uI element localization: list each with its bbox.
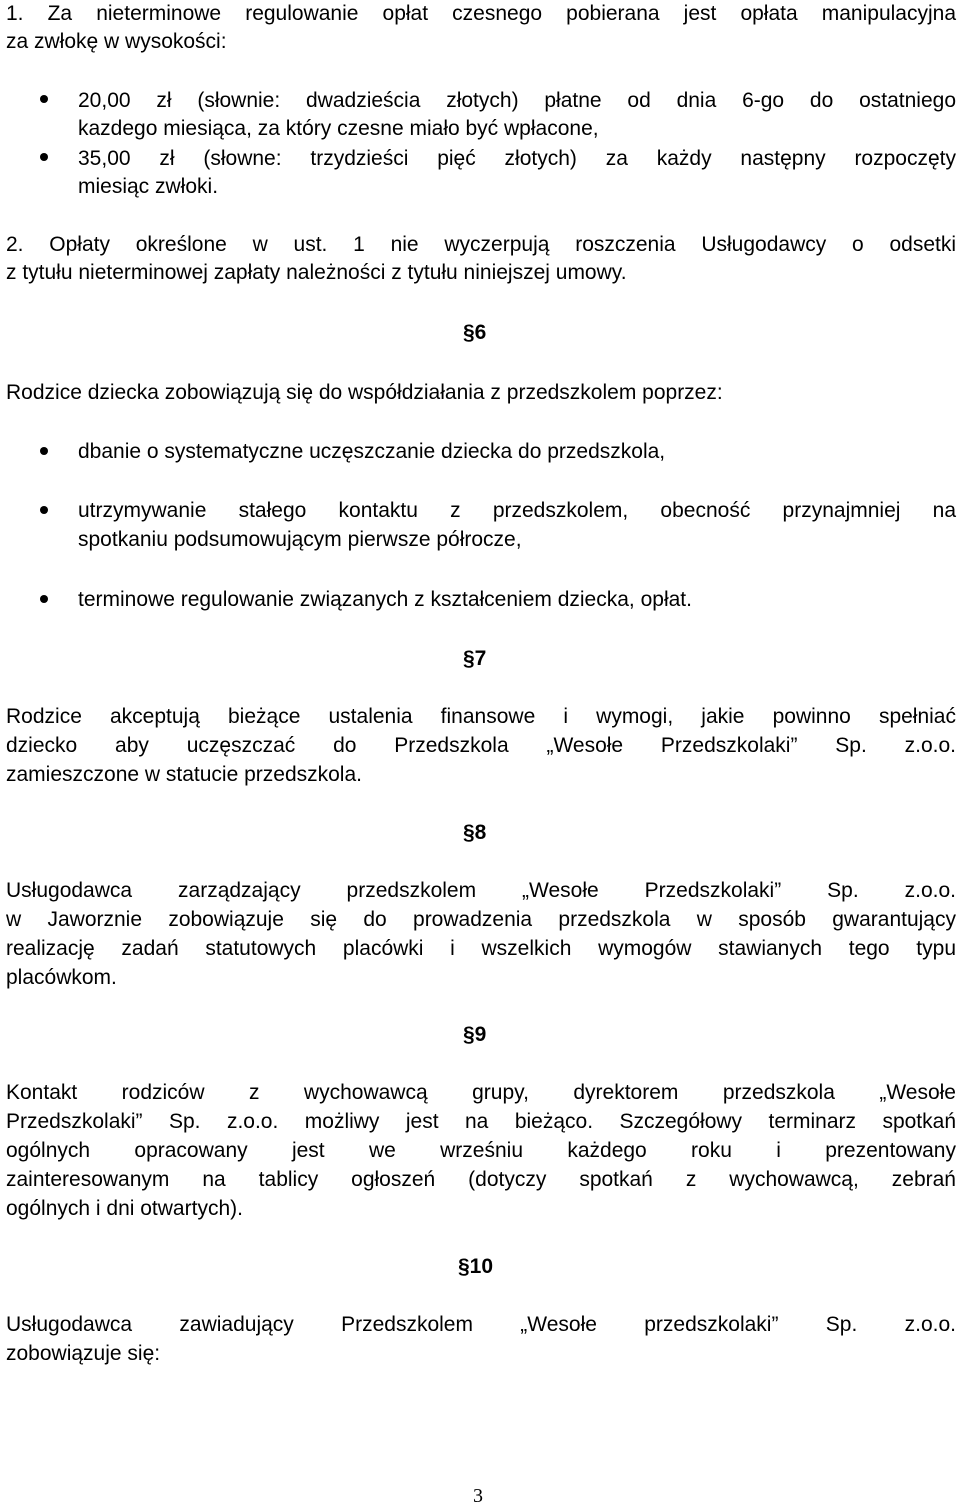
bullet-icon bbox=[40, 506, 48, 514]
duty-bullet-line: spotkaniu podsumowującym pierwsze półrocze, bbox=[78, 528, 522, 551]
section-paragraph-line: Usługodawca zawiadujący Przedszkolem „Wesołe przedszkolaki” Sp. z.o.o. bbox=[6, 1313, 956, 1336]
section-paragraph-line: Rodzice akceptują bieżące ustalenia finansowe i wymogi, jakie powinno spełniać bbox=[6, 705, 956, 728]
fee-bullet-line: kazdego miesiąca, za który czesne miało być wpłacone, bbox=[78, 117, 599, 140]
section-paragraph-line: Kontakt rodziców z wychowawcą grupy, dyrektorem przedszkola „Wesołe bbox=[6, 1081, 956, 1104]
item1-intro-line: za zwłokę w wysokości: bbox=[6, 30, 227, 53]
item2-line: 2. Opłaty określone w ust. 1 nie wyczerpują roszczenia Usługodawcy o odsetki bbox=[6, 233, 956, 256]
section-paragraph-line: realizację zadań statutowych placówki i wszelkich wymogów stawianych tego typu bbox=[6, 937, 956, 960]
duty-bullet-line: terminowe regulowanie związanych z kształceniem dziecka, opłat. bbox=[78, 588, 692, 611]
bullet-icon bbox=[40, 153, 48, 161]
section-heading: §7 bbox=[463, 647, 487, 670]
fee-bullet-line: miesiąc zwłoki. bbox=[78, 175, 219, 198]
section-heading: §10 bbox=[458, 1255, 494, 1278]
bullet-icon bbox=[40, 595, 48, 603]
duty-bullet-line: dbanie o systematyczne uczęszczanie dziecka do przedszkola, bbox=[78, 440, 666, 463]
section-paragraph-line: dziecko aby uczęszczać do Przedszkola „Wesołe Przedszkolaki” Sp. z.o.o. bbox=[6, 734, 956, 757]
fee-bullet-line: 35,00 zł (słowne: trzydzieści pięć złotych) za każdy następny rozpoczęty bbox=[78, 147, 956, 170]
section-paragraph-line: zobowiązuje się: bbox=[6, 1342, 161, 1365]
section-heading: §9 bbox=[463, 1023, 487, 1046]
section-paragraph-line: Rodzice dziecka zobowiązują się do współdziałania z przedszkolem poprzez: bbox=[6, 381, 723, 404]
item2-line: z tytułu nieterminowej zapłaty należności z tytułu niniejszej umowy. bbox=[6, 261, 627, 284]
section-paragraph-line: zainteresowanym na tablicy ogłoszeń (dotyczy spotkań z wychowawcą, zebrań bbox=[6, 1168, 956, 1191]
page-number: 3 bbox=[473, 1485, 483, 1507]
section-paragraph-line: w Jaworznie zobowiązuje się do prowadzenia przedszkola w sposób gwarantujący bbox=[6, 908, 956, 931]
section-paragraph-line: zamieszczone w statucie przedszkola. bbox=[6, 763, 362, 786]
section-paragraph-line: ogólnych i dni otwartych). bbox=[6, 1197, 243, 1220]
section-heading: §6 bbox=[463, 321, 487, 344]
section-paragraph-line: Przedszkolaki” Sp. z.o.o. możliwy jest na bieżąco. Szczegółowy terminarz spotkań bbox=[6, 1110, 956, 1133]
item1-intro-line: 1. Za nieterminowe regulowanie opłat czesnego pobierana jest opłata manipulacyjna bbox=[6, 2, 956, 25]
section-paragraph-line: Usługodawca zarządzający przedszkolem „Wesołe Przedszkolaki” Sp. z.o.o. bbox=[6, 879, 956, 902]
duty-bullet-line: utrzymywanie stałego kontaktu z przedszkolem, obecność przynajmniej na bbox=[78, 499, 956, 522]
section-heading: §8 bbox=[463, 821, 487, 844]
section-paragraph-line: ogólnych opracowany jest we wrześniu każdego roku i prezentowany bbox=[6, 1139, 956, 1162]
bullet-icon bbox=[40, 95, 48, 103]
fee-bullet-line: 20,00 zł (słownie: dwadzieścia złotych) płatne od dnia 6-go do ostatniego bbox=[78, 89, 956, 112]
bullet-icon bbox=[40, 447, 48, 455]
section-paragraph-line: placówkom. bbox=[6, 966, 117, 989]
